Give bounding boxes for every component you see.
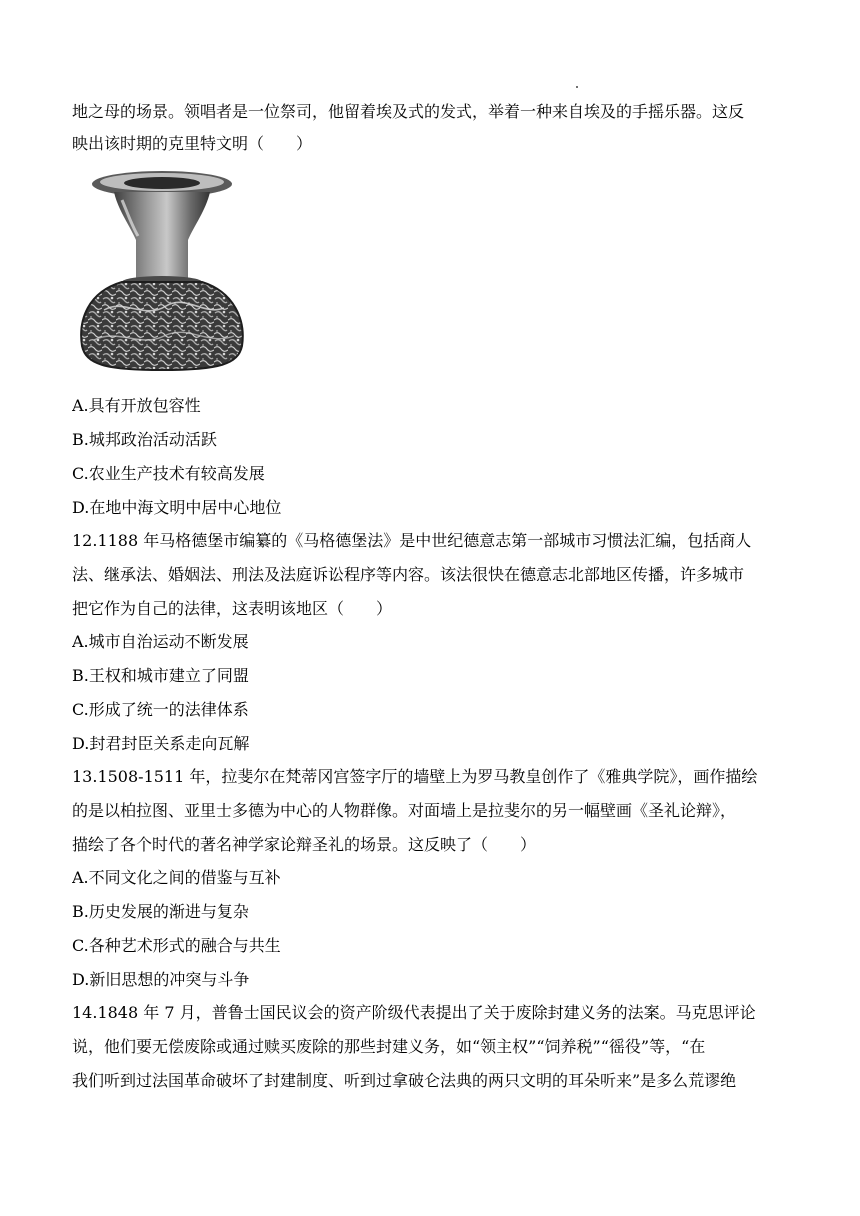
q12-option-a: A.城市自治运动不断发展 (72, 632, 249, 651)
q12-stem-line-1: 12.1188 年马格德堡市编纂的《马格德堡法》是中世纪德意志第一部城市习惯法汇编，包括商人 (72, 531, 752, 550)
q13-option-b: B.历史发展的渐进与复杂 (72, 902, 249, 921)
q13-stem-line-1: 13.1508-1511 年，拉斐尔在梵蒂冈宫签字厅的墙壁上为罗马教皇创作了《雅典学院》，画作描绘 (72, 767, 758, 786)
q13-option-c: C.各种艺术形式的融合与共生 (72, 936, 281, 955)
q11-stem-line-2: 映出该时期的克里特文明（ ） (72, 134, 313, 153)
q13-option-d: D.新旧思想的冲突与斗争 (72, 970, 250, 989)
cretan-vase-image (74, 170, 244, 372)
q12-stem-line-3: 把它作为自己的法律，这表明该地区（ ） (72, 599, 393, 618)
q11-option-b: B.城邦政治活动活跃 (72, 430, 217, 449)
q11-option-a: A.具有开放包容性 (72, 396, 201, 415)
q11-option-c: C.农业生产技术有较高发展 (72, 464, 265, 483)
q14-stem-line-3: 我们听到过法国革命破坏了封建制度、听到过拿破仑法典的两只文明的耳朵听来”是多么荒谬绝 (72, 1071, 737, 1090)
q11-stem-line-1: 地之母的场景。领唱者是一位祭司，他留着埃及式的发式，举着一种来自埃及的手摇乐器。这反 (72, 102, 745, 121)
q12-option-c: C.形成了统一的法律体系 (72, 700, 249, 719)
q13-option-a: A.不同文化之间的借鉴与互补 (72, 868, 281, 887)
q12-stem-line-2: 法、继承法、婚姻法、刑法及法庭诉讼程序等内容。该法很快在德意志北部地区传播，许多城市 (72, 565, 745, 584)
q12-option-d: D.封君封臣关系走向瓦解 (72, 734, 250, 753)
q11-option-d: D.在地中海文明中居中心地位 (72, 498, 282, 517)
scan-speck (576, 86, 578, 88)
q12-option-b: B.王权和城市建立了同盟 (72, 666, 249, 685)
q14-stem-line-1: 14.1848 年 7 月，普鲁士国民议会的资产阶级代表提出了关于废除封建义务的法案。马克思评论 (72, 1003, 756, 1022)
q14-stem-line-2: 说，他们要无偿废除或通过赎买废除的那些封建义务，如“领主权”“饲养税”“徭役”等，“在 (72, 1037, 706, 1056)
q13-stem-line-3: 描绘了各个时代的著名神学家论辩圣礼的场景。这反映了（ ） (72, 835, 537, 854)
q13-stem-line-2: 的是以柏拉图、亚里士多德为中心的人物群像。对面墙上是拉斐尔的另一幅壁画《圣礼论辩》， (72, 801, 737, 820)
